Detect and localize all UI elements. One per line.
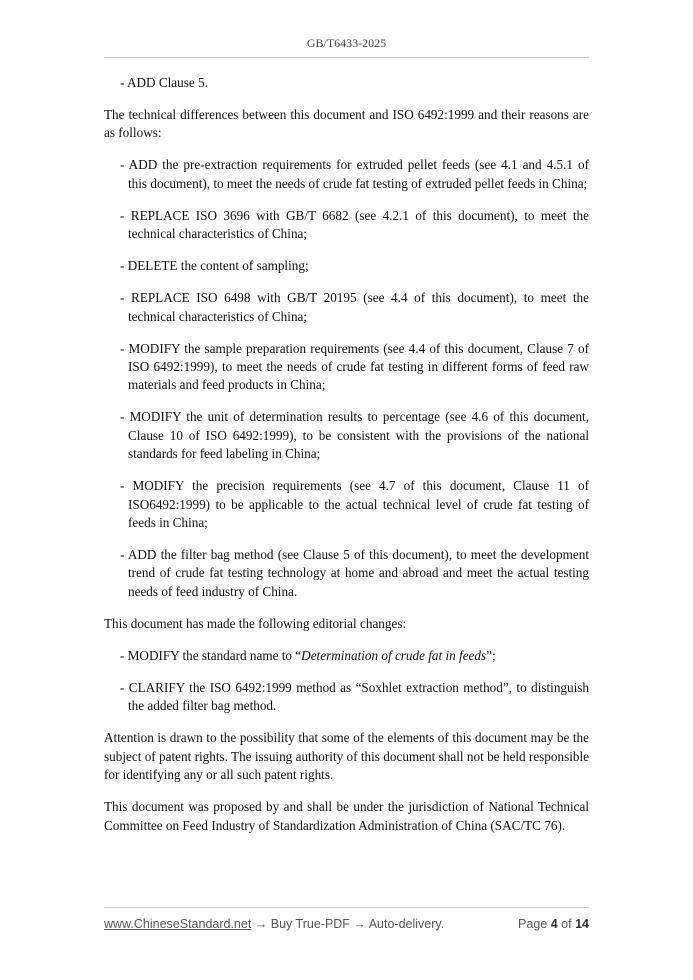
list-item <box>104 647 589 665</box>
standard-name: Determination of crude fat in feeds <box>301 647 487 663</box>
paragraph-tech-diff-intro: The technical differences between this document and ISO 6492:1999 and their reasons are as follows: <box>104 107 589 141</box>
list-item: - REPLACE ISO 3696 with GB/T 6682 (see 4.2.1 of this document), to meet the technical characteristics of China; <box>120 207 589 242</box>
list-item: - MODIFY the precision requirements (see 4.7 of this document, Clause 11 of ISO6492:1999) to be applicable to the actual technical level of crude fat testing of feeds in China; <box>120 478 589 531</box>
editorial-suffix: ”; <box>486 647 496 663</box>
paragraph-proposal: This document was proposed by and shall be under the jurisdiction of National Technical Committee on Feed Industry of Standardization Administration of China (SAC/TC 76). <box>104 799 589 833</box>
page-of: of <box>561 917 572 931</box>
list-item: - CLARIFY the ISO 6492:1999 method as “Soxhlet extraction method”, to distinguish the added filter bag method. <box>120 679 589 714</box>
site-link[interactable]: www.ChineseStandard.net <box>104 917 252 931</box>
header-divider <box>104 57 589 58</box>
list-item: - ADD the filter bag method (see Clause 5 of this document), to meet the development trend of crude fat testing technology at home and abroad and meet the actual testing needs of feed industry of China. <box>120 547 589 599</box>
footer-tagline <box>104 917 444 931</box>
editorial-prefix: - MODIFY the standard name to “ <box>120 647 302 663</box>
page-label: Page <box>518 917 548 931</box>
page-current: 4 <box>550 917 558 931</box>
list-item: - DELETE the content of sampling; <box>120 258 309 274</box>
list-item: - ADD Clause 5. <box>120 75 208 90</box>
page-number <box>518 917 589 931</box>
footer-divider <box>104 907 589 908</box>
document-body <box>104 74 589 849</box>
page-total: 14 <box>575 917 589 931</box>
paragraph-editorial-intro: This document has made the following editorial changes: <box>104 615 407 631</box>
list-item: - MODIFY the sample preparation requirements (see 4.4 of this document, Clause 7 of ISO 6492:1999), to meet the needs of crude fat testing in different forms of feed raw materials and feed products in China; <box>120 340 589 393</box>
list-item: - REPLACE ISO 6498 with GB/T 20195 (see 4.4 of this document), to meet the technical characteristics of China; <box>120 290 589 324</box>
document-id: GB/T6433-2025 <box>306 36 387 50</box>
page-header <box>0 36 693 51</box>
footer-tagline-text: → Buy True-PDF → Auto-delivery. <box>251 917 445 931</box>
list-item: - MODIFY the unit of determination results to percentage (see 4.6 of this document, Clause 10 of ISO 6492:1999), to be consistent with the provisions of the national standards for feed labeling in China; <box>120 409 589 462</box>
list-item: - ADD the pre-extraction requirements for extruded pellet feeds (see 4.1 and 4.5.1 of this document), to meet the needs of crude fat testing of extruded pellet feeds in China; <box>120 157 589 191</box>
paragraph-patent: Attention is drawn to the possibility that some of the elements of this document may be the subject of patent rights. The issuing authority of this document shall not be held responsible for identifying any or all such patent rights. <box>104 730 589 783</box>
